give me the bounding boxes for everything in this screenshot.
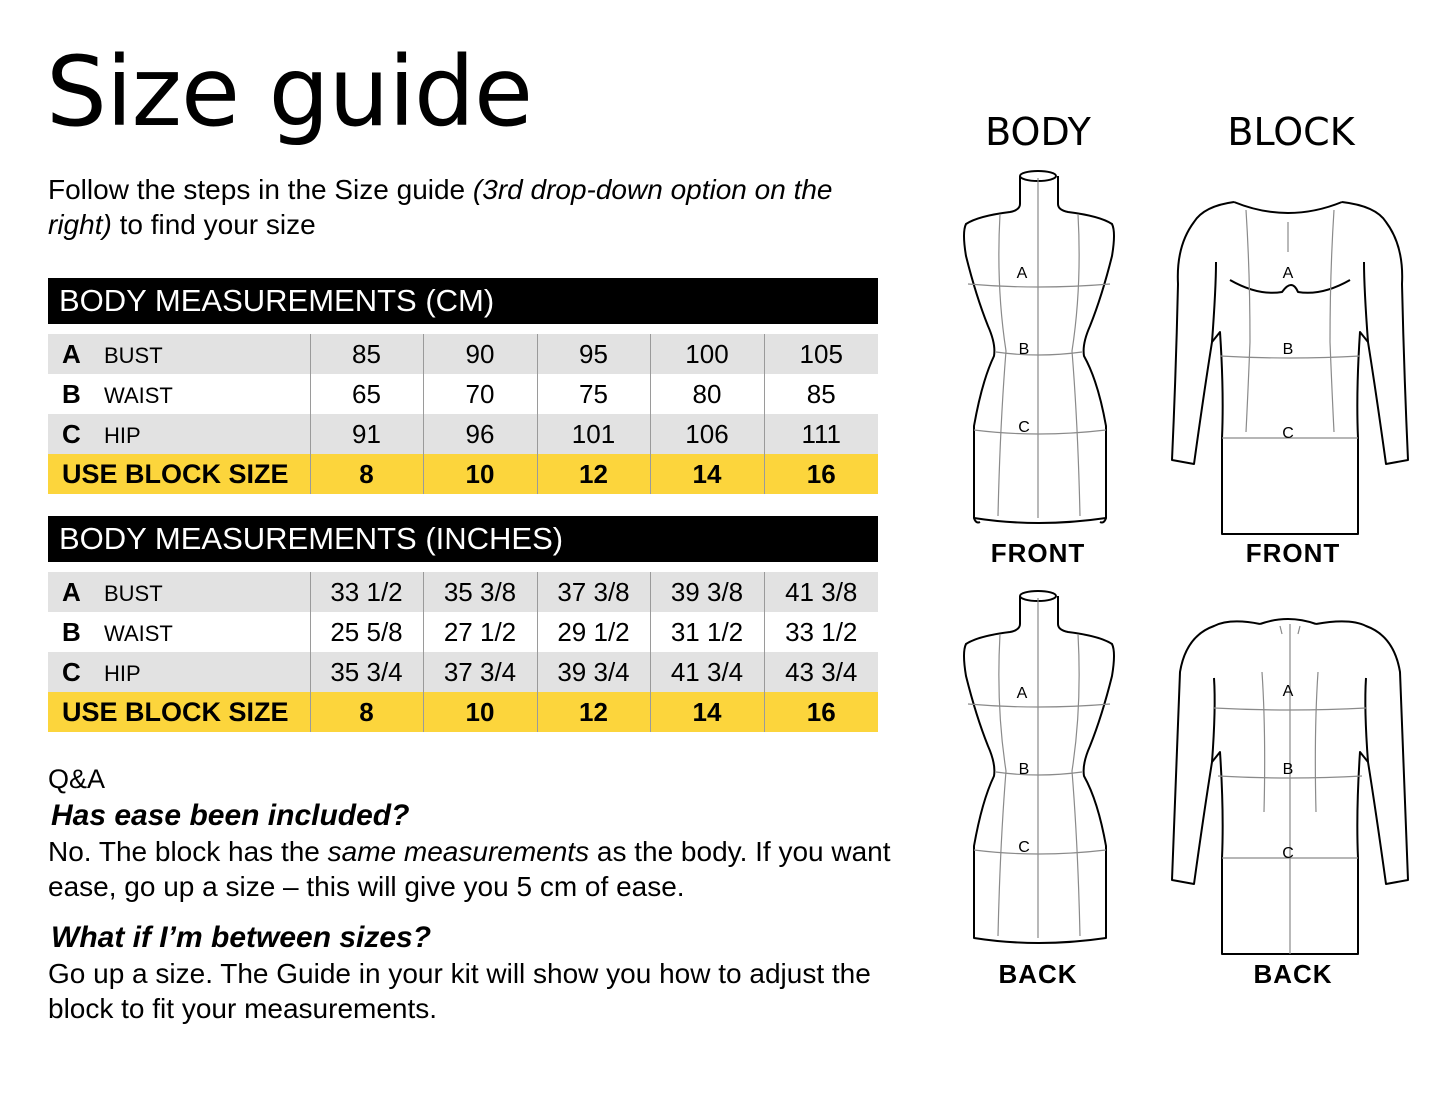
table-cell: 39 3/4	[537, 652, 650, 692]
body-front-label: FRONT	[990, 538, 1086, 568]
marker-c: C	[1018, 419, 1030, 436]
table-cell: 27 1/2	[423, 612, 537, 652]
marker-a: A	[1016, 265, 1028, 282]
table-row	[48, 414, 878, 454]
table-cell: 43 3/4	[764, 652, 878, 692]
row-name: WAIST	[104, 382, 173, 408]
block-size-row	[48, 692, 878, 732]
table-cell: 85	[310, 334, 423, 374]
table-row	[48, 572, 878, 612]
marker-b: B	[1018, 761, 1030, 778]
question-between-sizes: What if I’m between sizes?	[51, 921, 432, 954]
table-header: BODY MEASUREMENTS (CM)	[48, 278, 878, 324]
row-letter: B	[62, 378, 81, 409]
marker-c: C	[1282, 425, 1294, 442]
table-cell: 96	[423, 414, 537, 454]
table-cell: 35 3/4	[310, 652, 423, 692]
answer-between-sizes: Go up a size. The Guide in your kit will show you how to adjust the block to fit your measurements.	[48, 958, 871, 1024]
block-size-cell: 14	[650, 692, 764, 732]
table-cell: 25 5/8	[310, 612, 423, 652]
table-cell: 41 3/8	[764, 572, 878, 612]
block-back-illustration	[1170, 612, 1410, 958]
marker-b: B	[1282, 761, 1294, 778]
table-cell: 35 3/8	[423, 572, 537, 612]
block-size-row	[48, 454, 878, 494]
row-letter: C	[62, 418, 81, 449]
block-front-illustration	[1170, 192, 1410, 538]
table-row	[48, 334, 878, 374]
table-row	[48, 374, 878, 414]
table-cell: 105	[764, 334, 878, 374]
block-size-cell: 8	[310, 692, 423, 732]
qa-heading: Q&A	[48, 764, 106, 794]
table-cell: 80	[650, 374, 764, 414]
table-cell: 100	[650, 334, 764, 374]
body-measurements-cm	[48, 278, 878, 494]
block-size-label: USE BLOCK SIZE	[62, 696, 289, 727]
row-letter: B	[62, 616, 81, 647]
row-name: HIP	[104, 660, 141, 686]
qa-section	[48, 762, 898, 1026]
table-cell: 39 3/8	[650, 572, 764, 612]
marker-b: B	[1282, 341, 1294, 358]
block-size-cell: 12	[537, 454, 650, 494]
table-row	[48, 652, 878, 692]
table-cell: 91	[310, 414, 423, 454]
table-cell: 29 1/2	[537, 612, 650, 652]
table-cell: 111	[764, 414, 878, 454]
block-front-label: FRONT	[1245, 538, 1341, 568]
block-size-cell: 8	[310, 454, 423, 494]
block-size-cell: 14	[650, 454, 764, 494]
block-size-label: USE BLOCK SIZE	[62, 458, 289, 489]
row-name: HIP	[104, 422, 141, 448]
question-ease: Has ease been included?	[51, 799, 410, 832]
row-letter: A	[62, 338, 81, 369]
marker-a: A	[1282, 265, 1294, 282]
page-title: Size guide	[46, 36, 533, 148]
table-cell: 33 1/2	[764, 612, 878, 652]
table-cell: 31 1/2	[650, 612, 764, 652]
row-name: BUST	[104, 580, 163, 606]
measurements-table	[48, 334, 878, 494]
marker-c: C	[1282, 845, 1294, 862]
body-back-label: BACK	[998, 959, 1078, 989]
table-cell: 65	[310, 374, 423, 414]
table-cell: 101	[537, 414, 650, 454]
body-front-illustration	[960, 166, 1120, 526]
table-header: BODY MEASUREMENTS (INCHES)	[48, 516, 878, 562]
measurements-table	[48, 572, 878, 732]
table-cell: 75	[537, 374, 650, 414]
table-cell: 70	[423, 374, 537, 414]
table-cell: 41 3/4	[650, 652, 764, 692]
block-size-cell: 16	[764, 692, 878, 732]
body-heading: BODY	[985, 110, 1091, 154]
block-back-label: BACK	[1253, 959, 1333, 989]
table-cell: 90	[423, 334, 537, 374]
table-cell: 85	[764, 374, 878, 414]
row-letter: C	[62, 656, 81, 687]
table-row	[48, 612, 878, 652]
intro-text: Follow the steps in the Size guide (3rd drop-down option on the right) to find your size	[48, 174, 833, 240]
block-size-cell: 10	[423, 692, 537, 732]
marker-b: B	[1018, 341, 1030, 358]
body-measurements-inches	[48, 516, 878, 732]
table-cell: 37 3/4	[423, 652, 537, 692]
table-cell: 33 1/2	[310, 572, 423, 612]
body-back-illustration	[960, 586, 1120, 946]
marker-a: A	[1282, 683, 1294, 700]
marker-a: A	[1016, 685, 1028, 702]
block-size-cell: 10	[423, 454, 537, 494]
table-cell: 95	[537, 334, 650, 374]
marker-c: C	[1018, 839, 1030, 856]
answer-ease: No. The block has the same measurements as the body. If you want ease, go up a size – this will give you 5 cm of ease.	[48, 836, 891, 902]
block-size-cell: 16	[764, 454, 878, 494]
table-cell: 106	[650, 414, 764, 454]
row-name: WAIST	[104, 620, 173, 646]
block-heading: BLOCK	[1227, 110, 1355, 154]
block-size-cell: 12	[537, 692, 650, 732]
row-name: BUST	[104, 342, 163, 368]
table-cell: 37 3/8	[537, 572, 650, 612]
row-letter: A	[62, 576, 81, 607]
